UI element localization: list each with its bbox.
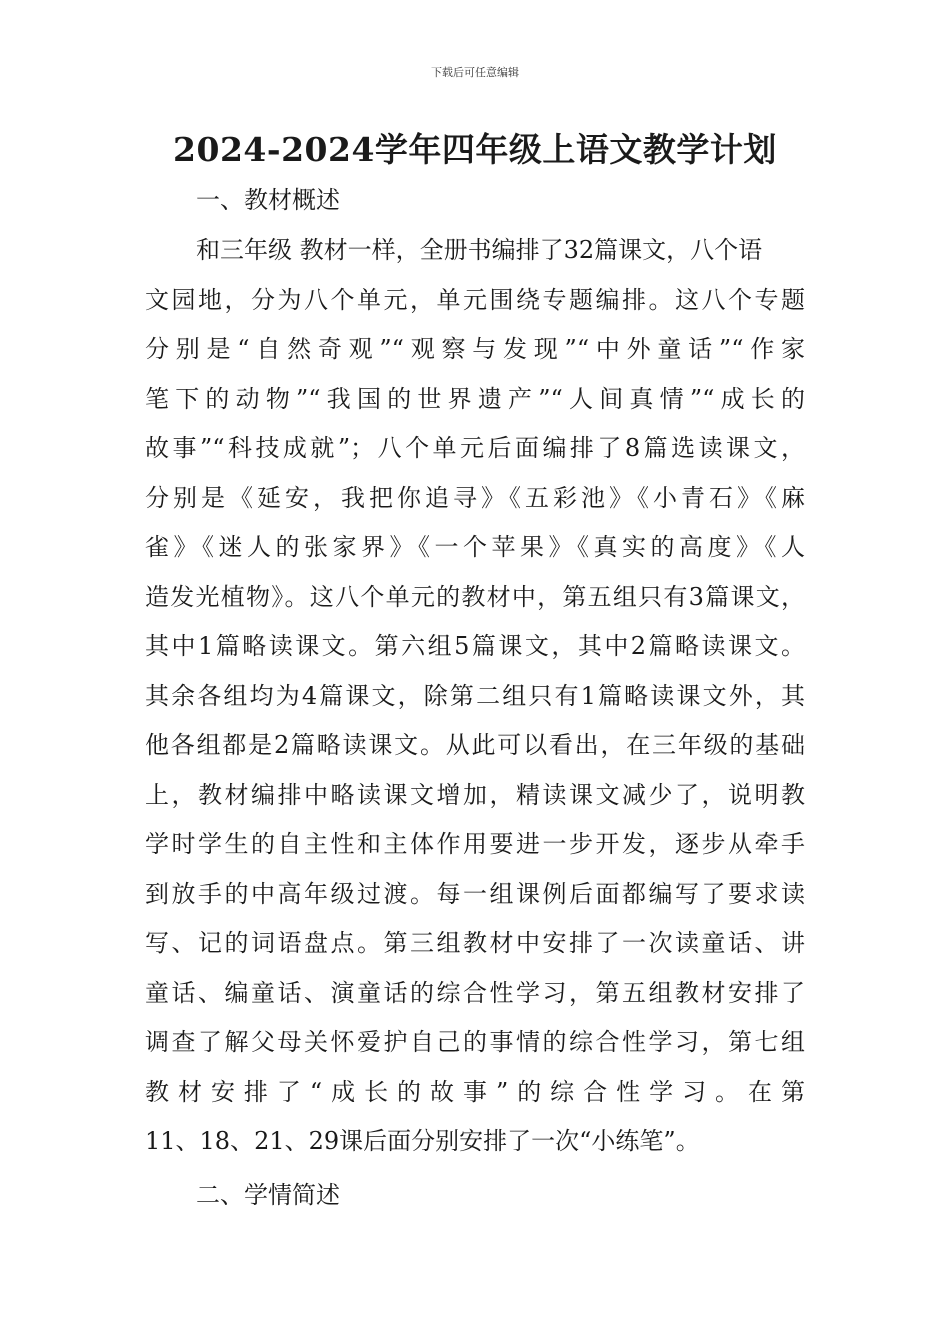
paragraph-line: 分别是《延安，我把你追寻》《五彩池》《小青石》《麻 <box>145 483 805 512</box>
paragraph-line: 11、18、21、29课后面分别安排了一次“小练笔”。 <box>145 1127 700 1155</box>
paragraph-line: 童话、编童话、演童话的综合性学习，第五组教材安排了 <box>145 978 805 1007</box>
paragraph-line: 故事”“科技成就”；八个单元后面编排了8篇选读课文， <box>145 434 805 462</box>
paragraph-line: 学时学生的自主性和主体作用要进一步开发，逐步从牵手 <box>145 830 805 858</box>
paragraph-line: 他各组都是2篇略读课文。从此可以看出，在三年级的基础 <box>145 731 805 759</box>
paragraph-line: 造发光植物》。这八个单元的教材中，第五组只有3篇课文， <box>145 582 805 611</box>
paragraph-line: 笔下的动物”“我国的世界遗产”“人间真情”“成长的 <box>145 384 805 413</box>
page-header-note: 下载后可任意编辑 <box>431 66 519 79</box>
paragraph-line: 写、记的词语盘点。第三组教材中安排了一次读童话、讲 <box>145 929 805 957</box>
paragraph-line: 调查了解父母关怀爱护自己的事情的综合性学习，第七组 <box>145 1028 805 1056</box>
paragraph-line: 上，教材编排中略读课文增加，精读课文减少了，说明教 <box>145 780 805 809</box>
section-heading-learning-situation: 二、学情简述 <box>196 1181 340 1209</box>
paragraph-line: 其余各组均为4篇课文，除第二组只有1篇略读课文外，其 <box>145 681 805 710</box>
paragraph-line: 到放手的中高年级过渡。每一组课例后面都编写了要求读 <box>145 879 805 908</box>
paragraph-line: 文园地，分为八个单元，单元围绕专题编排。这八个专题 <box>145 285 805 314</box>
section-heading-textbook-overview: 一、教材概述 <box>196 186 340 214</box>
paragraph-line: 分别是“自然奇观”“观察与发现”“中外童话”“作家 <box>145 335 805 363</box>
document-title: 2024-2024学年四年级上语文教学计划 <box>173 130 777 169</box>
paragraph-line: 雀》《迷人的张家界》《一个苹果》《真实的高度》《人 <box>145 533 805 561</box>
paragraph-line: 和三年级 教材一样，全册书编排了32篇课文，八个语 <box>196 236 763 264</box>
paragraph-line: 教材安排了“成长的故事”的综合性学习。在第 <box>145 1077 805 1106</box>
paragraph-line: 其中1篇略读课文。第六组5篇课文，其中2篇略读课文。 <box>145 632 805 660</box>
